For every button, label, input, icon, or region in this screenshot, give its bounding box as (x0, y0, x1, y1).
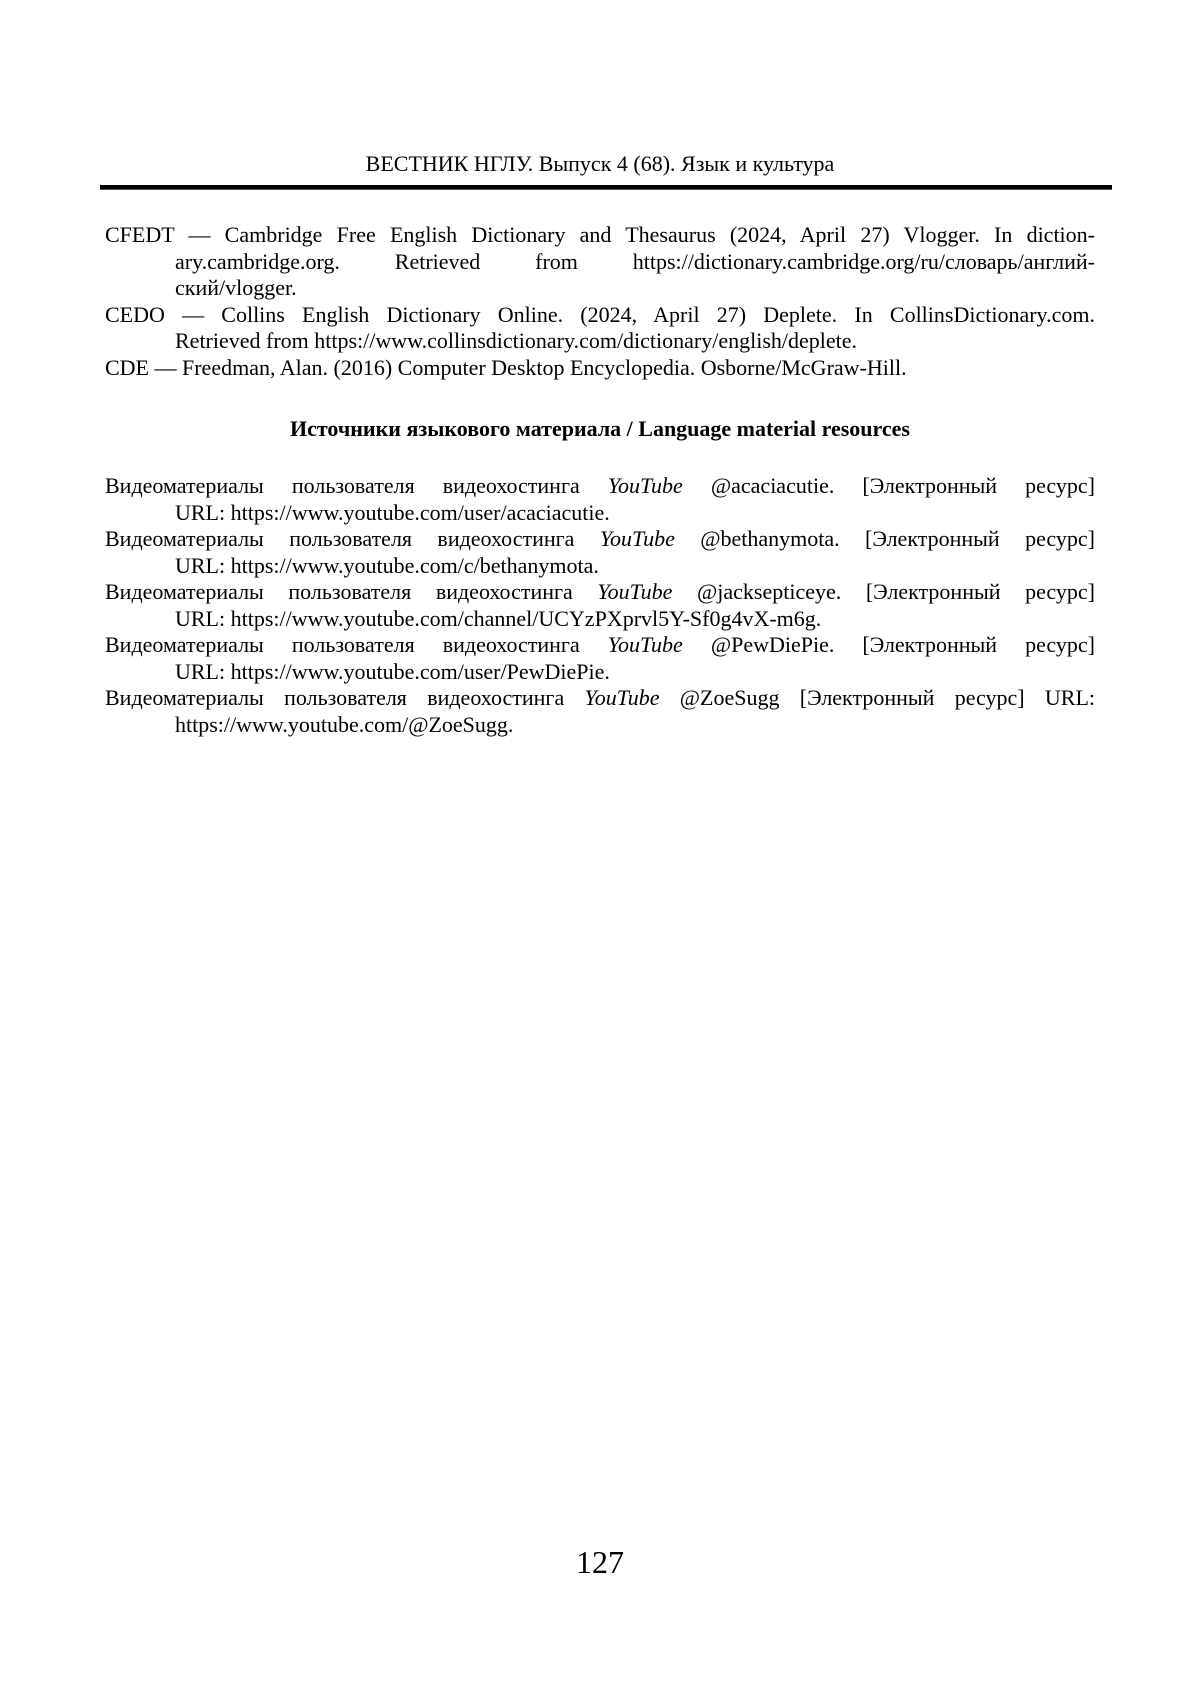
language-material-section (105, 473, 1095, 738)
bibliography-entry-cfedt (105, 222, 1095, 302)
source-url-line: URL: https://www.youtube.com/user/acaciacutie. (175, 499, 610, 525)
source-text: Видеоматериалы пользователя видеохостинга (105, 579, 598, 604)
section-heading: Источники языкового материала / Language material resources (290, 416, 910, 441)
source-entry (105, 579, 1095, 632)
journal-title: ВЕСТНИК НГЛУ. Выпуск 4 (68). Язык и культура (365, 151, 835, 176)
source-text: Видеоматериалы пользователя видеохостинга (105, 685, 585, 710)
source-text: Видеоматериалы пользователя видеохостинга (105, 632, 608, 657)
youtube-name: YouTube (599, 526, 675, 551)
running-header (105, 150, 1095, 190)
source-line (105, 685, 1095, 712)
bibliography-line: CDE — Freedman, Alan. (2016) Computer Desktop Encyclopedia. Osborne/McGraw-Hill. (105, 354, 907, 380)
source-line (105, 473, 1095, 500)
bibliography-line: Retrieved from https://www.collinsdictionary.com/dictionary/english/deplete. (175, 328, 858, 353)
source-text: @ZoeSugg [Электронный ресурс] URL: (659, 685, 1095, 710)
bibliography-line: ский/vlogger. (175, 275, 297, 300)
source-text: @acaciacutie. [Электронный ресурс] (682, 473, 1095, 498)
source-entry (105, 526, 1095, 579)
source-entry (105, 632, 1095, 685)
source-text: Видеоматериалы пользователя видеохостинга (105, 526, 600, 551)
source-text: @PewDiePie. [Электронный ресурс] (682, 632, 1095, 657)
source-line (105, 526, 1095, 553)
bibliography-section (105, 222, 1095, 381)
source-entry (105, 685, 1095, 738)
bibliography-line: CEDO — Collins English Dictionary Online. (2024, April 27) Deplete. In CollinsDictionary.com. (105, 301, 1095, 327)
source-url-line: https://www.youtube.com/@ZoeSugg. (175, 711, 514, 737)
page-number: 127 (576, 1544, 624, 1580)
source-url-line: URL: https://www.youtube.com/c/bethanymota. (175, 552, 599, 578)
source-url-line: URL: https://www.youtube.com/user/PewDiePie. (175, 658, 610, 684)
source-text: @bethanymota. [Электронный ресурс] (674, 526, 1095, 551)
source-line (105, 579, 1095, 606)
bibliography-entry-cedo (105, 302, 1095, 355)
source-line (105, 632, 1095, 659)
youtube-name: YouTube (607, 473, 683, 498)
bibliography-line: ary.cambridge.org. Retrieved from https://dictionary.cambridge.org/ru/словарь/англий- (175, 248, 1095, 274)
header-rule (100, 185, 1112, 190)
youtube-name: YouTube (584, 685, 660, 710)
source-url-line: URL: https://www.youtube.com/channel/UCYzPXprvl5Y-Sf0g4vX-m6g. (175, 605, 822, 631)
source-entry (105, 473, 1095, 526)
page-column (105, 150, 1095, 738)
youtube-name: YouTube (607, 632, 683, 657)
source-text: @jacksepticeye. [Электронный ресурс] (672, 579, 1095, 604)
bibliography-line: CFEDT — Cambridge Free English Dictionary and Thesaurus (2024, April 27) Vlogger. In diction- (105, 222, 1095, 247)
bibliography-entry-cde (105, 355, 1095, 382)
source-text: Видеоматериалы пользователя видеохостинга (105, 473, 608, 498)
youtube-name: YouTube (597, 579, 673, 604)
